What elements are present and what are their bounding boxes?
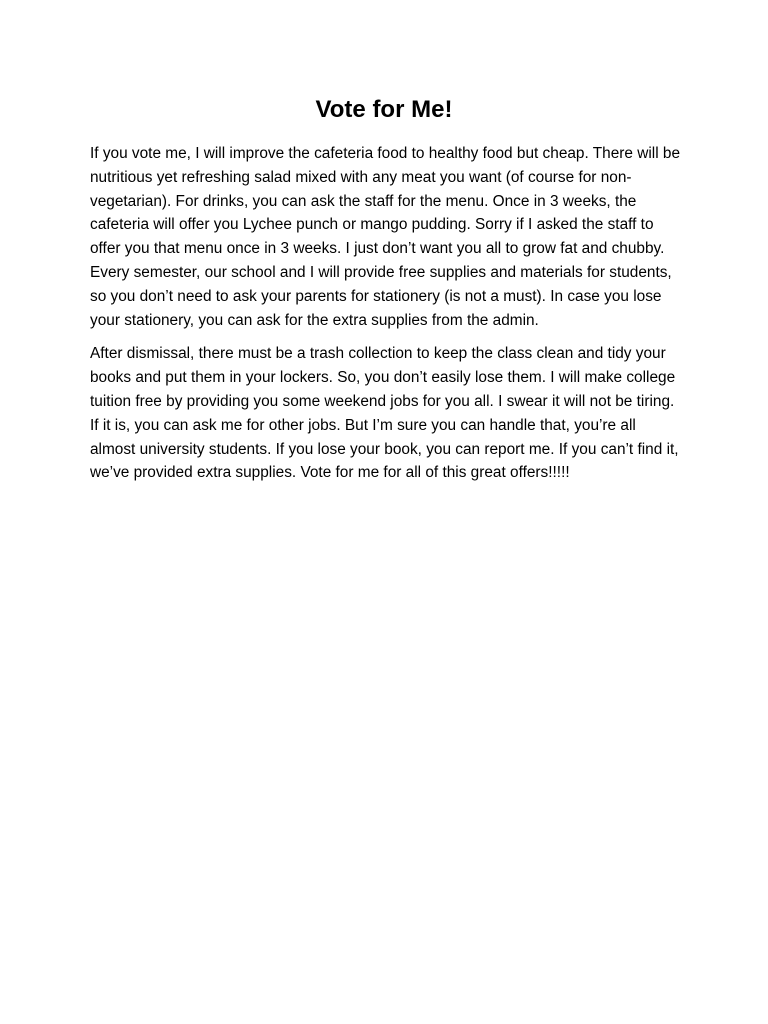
document-body (90, 142, 682, 495)
paragraph-2: After dismissal, there must be a trash collection to keep the class clean and tidy your books and put them in your lockers. So, you don’t easily lose them. I will make college tuition free by providing you some weekend jobs for you all. I swear it will not be tiring. If it is, you can ask me for other jobs. But I’m sure you can handle that, you’re all almost university students. If you lose your book, you can report me. If you can’t find it, we’ve provided extra supplies. Vote for me for all of this great offers!!!!! (90, 345, 679, 482)
document-title: Vote for Me! (315, 96, 453, 123)
paragraph-1: If you vote me, I will improve the cafeteria food to healthy food but cheap. There will be nutritious yet refreshing salad mixed with any meat you want (of course for non-vegetarian). For drinks, you can ask the staff for the menu. Once in 3 weeks, the cafeteria will offer you Lychee punch or mango pudding. Sorry if I asked the staff to offer you that menu once in 3 weeks. I just don’t want you all to grow fat and chubby. Every semester, our school and I will provide free supplies and materials for students, so you don’t need to ask your parents for stationery (is not a must). In case you lose your stationery, you can ask for the extra supplies from the admin. (90, 145, 681, 329)
